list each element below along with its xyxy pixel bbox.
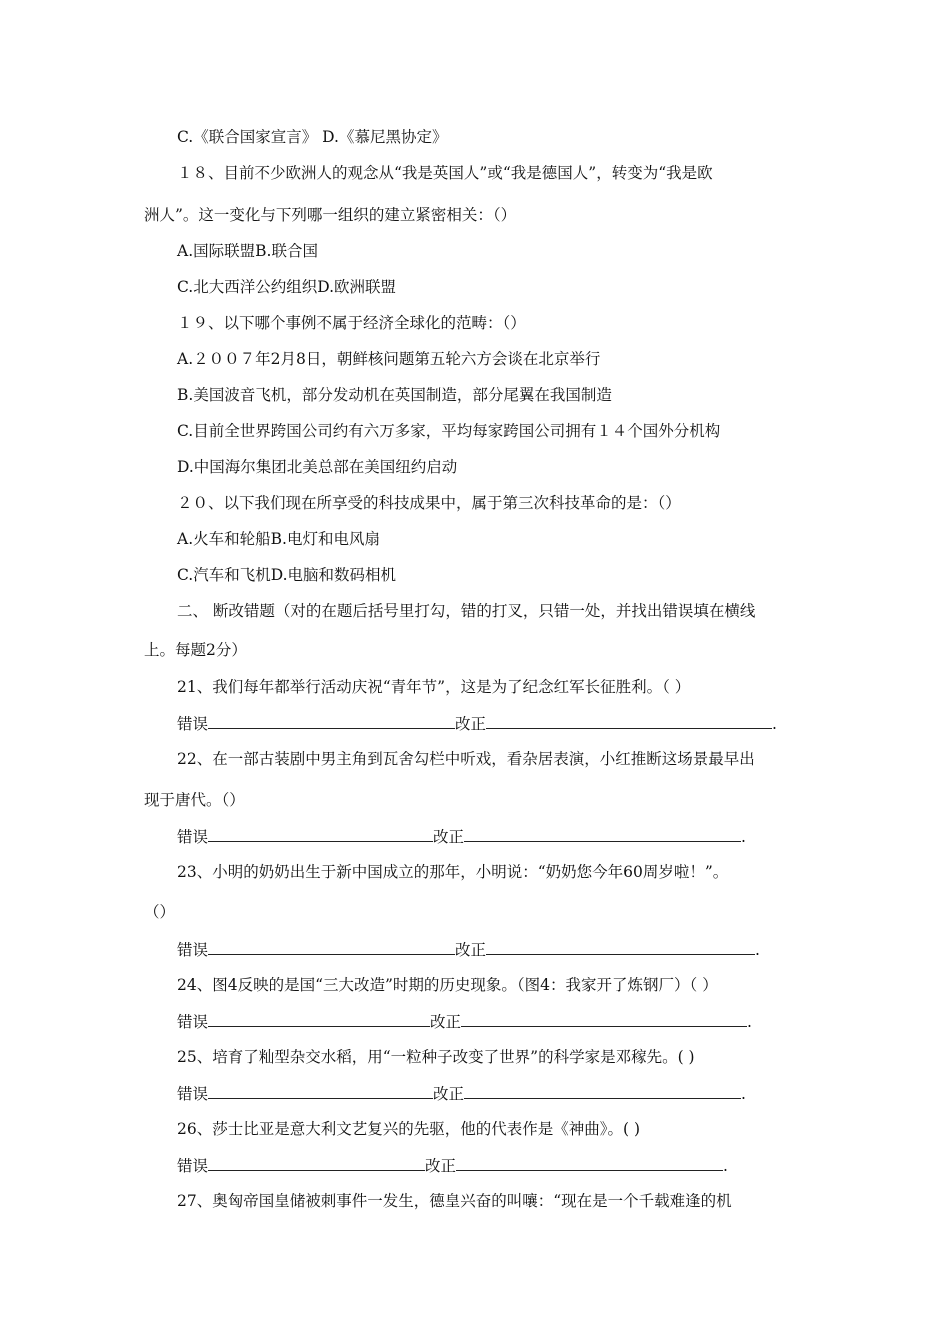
error-blank[interactable] bbox=[208, 1083, 433, 1099]
answer-line bbox=[177, 826, 746, 847]
fix-blank[interactable] bbox=[456, 1155, 723, 1171]
question-19: １９、以下哪个事例不属于经济全球化的范畴：（） bbox=[177, 314, 526, 332]
error-label: 错误 bbox=[177, 715, 209, 733]
fix-label: 改正 bbox=[455, 941, 487, 959]
fix-blank[interactable] bbox=[461, 1011, 747, 1027]
fix-blank[interactable] bbox=[486, 939, 755, 955]
question-22: 22、在一部古装剧中男主角到瓦舍勾栏中听戏，看杂居表演，小红推断这场景最早出 bbox=[177, 750, 755, 768]
fix-blank[interactable] bbox=[464, 826, 741, 842]
fix-label: 改正 bbox=[430, 1013, 462, 1031]
question-27: 27、奥匈帝国皇储被刺事件一发生，德皇兴奋的叫嚷：“现在是一个千载难逢的机 bbox=[177, 1192, 732, 1210]
question-20: ２０、以下我们现在所享受的科技成果中，属于第三次科技革命的是：（） bbox=[177, 494, 681, 512]
option-line: A.火车和轮船B.电灯和电风扇 bbox=[177, 530, 380, 548]
option-line: C.北大西洋公约组织D.欧洲联盟 bbox=[177, 278, 397, 296]
end-mark: . bbox=[741, 1085, 746, 1103]
error-blank[interactable] bbox=[208, 1011, 430, 1027]
option-line: A.２００７年2月8日，朝鲜核问题第五轮六方会谈在北京举行 bbox=[177, 350, 601, 368]
question-24: 24、图4反映的是国“三大改造”时期的历史现象。（图4：我家开了炼钢厂）（ ） bbox=[177, 976, 718, 994]
end-mark: . bbox=[772, 715, 777, 733]
error-label: 错误 bbox=[177, 1157, 209, 1175]
error-label: 错误 bbox=[177, 1013, 209, 1031]
option-line: C.目前全世界跨国公司约有六万多家，平均每家跨国公司拥有１４个国外分机构 bbox=[177, 422, 721, 440]
section-heading: 二、 断改错题（对的在题后括号里打勾，错的打叉，只错一处，并找出错误填在横线 bbox=[177, 602, 756, 620]
question-25: 25、培育了籼型杂交水稻，用“一粒种子改变了世界”的科学家是邓稼先。( ) bbox=[177, 1048, 695, 1066]
fix-label: 改正 bbox=[433, 1085, 465, 1103]
answer-line bbox=[177, 713, 777, 734]
fix-label: 改正 bbox=[433, 828, 465, 846]
text-line: C.《联合国家宣言》 D.《慕尼黑协定》 bbox=[177, 128, 448, 146]
answer-line bbox=[177, 1083, 746, 1104]
fix-blank[interactable] bbox=[486, 713, 772, 729]
end-mark: . bbox=[723, 1157, 728, 1175]
error-blank[interactable] bbox=[208, 826, 433, 842]
answer-line bbox=[177, 939, 760, 960]
option-line: C.汽车和飞机D.电脑和数码相机 bbox=[177, 566, 397, 584]
fix-blank[interactable] bbox=[464, 1083, 741, 1099]
error-blank[interactable] bbox=[208, 939, 455, 955]
answer-line bbox=[177, 1011, 752, 1032]
option-line: D.中国海尔集团北美总部在美国纽约启动 bbox=[177, 458, 458, 476]
error-label: 错误 bbox=[177, 1085, 209, 1103]
end-mark: . bbox=[747, 1013, 752, 1031]
error-blank[interactable] bbox=[208, 1155, 425, 1171]
text-line: 洲人”。这一变化与下列哪一组织的建立紧密相关：（） bbox=[144, 206, 517, 224]
text-line: 上。每题2分） bbox=[144, 641, 247, 659]
question-23: 23、小明的奶奶出生于新中国成立的那年，小明说：“奶奶您今年60周岁啦！”。 bbox=[177, 863, 729, 881]
option-line: A.国际联盟B.联合国 bbox=[177, 242, 318, 260]
error-label: 错误 bbox=[177, 941, 209, 959]
end-mark: . bbox=[741, 828, 746, 846]
text-line: 现于唐代。（） bbox=[144, 791, 245, 809]
text-line: （） bbox=[144, 903, 176, 921]
answer-line bbox=[177, 1155, 728, 1176]
end-mark: . bbox=[755, 941, 760, 959]
question-26: 26、莎士比亚是意大利文艺复兴的先驱，他的代表作是《神曲》。( ) bbox=[177, 1120, 640, 1138]
option-line: B.美国波音飞机，部分发动机在英国制造，部分尾翼在我国制造 bbox=[177, 386, 612, 404]
fix-label: 改正 bbox=[455, 715, 487, 733]
question-21: 21、我们每年都举行活动庆祝“青年节”，这是为了纪念红军长征胜利。（ ） bbox=[177, 678, 691, 696]
question-18: １８、目前不少欧洲人的观念从“我是英国人”或“我是德国人”，转变为“我是欧 bbox=[177, 164, 713, 182]
error-label: 错误 bbox=[177, 828, 209, 846]
error-blank[interactable] bbox=[208, 713, 455, 729]
fix-label: 改正 bbox=[425, 1157, 457, 1175]
